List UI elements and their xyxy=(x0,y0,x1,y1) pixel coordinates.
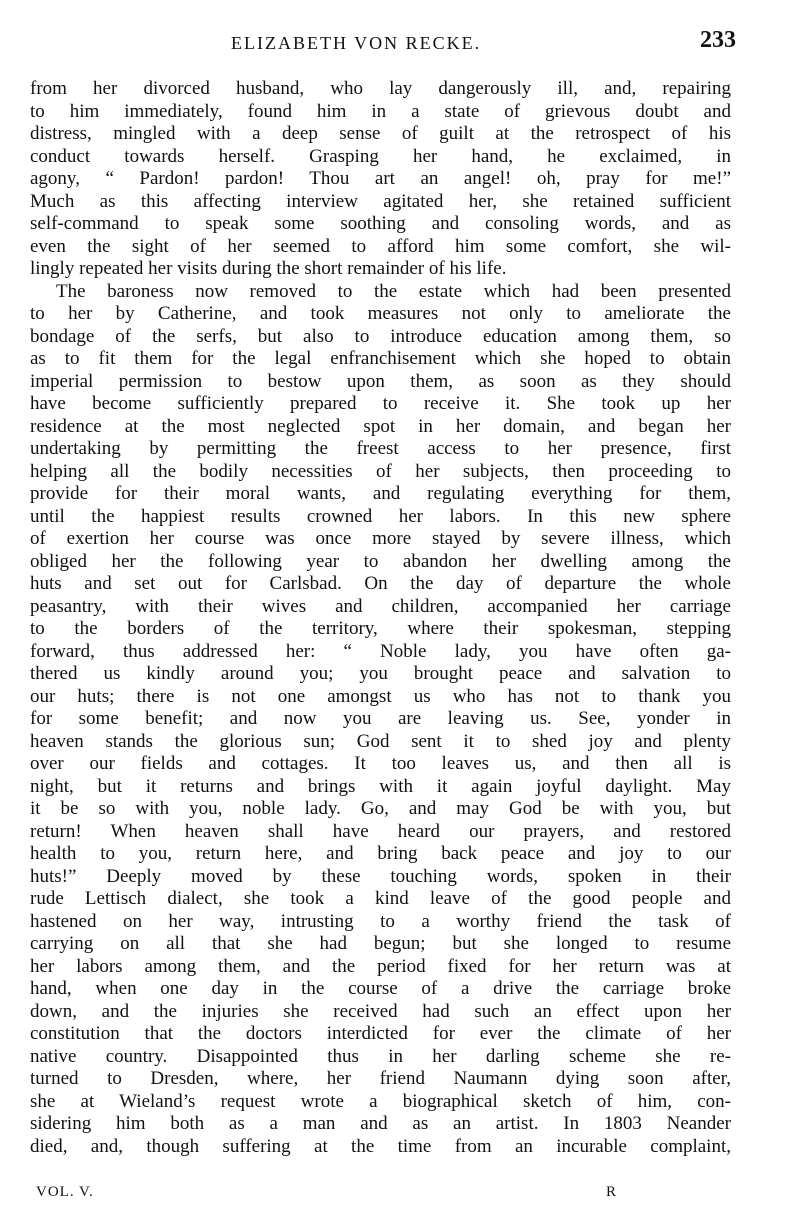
text-line: huts!” Deeply moved by these touching words, spoken in their xyxy=(30,865,731,887)
text-line: to her by Catherine, and took measures not only to ameliorate the xyxy=(30,303,731,324)
text-line: died, and, though suffering at the time from an incurable complaint, xyxy=(30,1135,731,1157)
text-line: hand, when one day in the course of a drive the carriage broke xyxy=(30,978,731,999)
text-line: conduct towards herself. Grasping her hand, he exclaimed, in xyxy=(30,145,731,167)
text-line: return! When heaven shall have heard our prayers, and restored xyxy=(30,820,731,842)
text-line: health to you, return here, and bring back peace and joy to our xyxy=(30,843,731,864)
signature-mark: R xyxy=(605,1184,616,1200)
text-line: hastened on her way, intrusting to a worthy friend the task of xyxy=(30,910,731,932)
text-line: turned to Dresden, where, her friend Naumann dying soon after, xyxy=(30,1068,731,1089)
text-line: peasantry, with their wives and children, accompanied her carriage xyxy=(30,595,731,617)
text-line: imperial permission to bestow upon them, as soon as they should xyxy=(30,370,731,392)
paragraph-start-line: The baroness now removed to the estate which had been presented xyxy=(56,280,731,302)
text-line: from her divorced husband, who lay dangerously ill, and, repairing xyxy=(30,78,731,99)
text-line: to him immediately, found him in a state of grievous doubt and xyxy=(30,100,731,122)
body-text xyxy=(30,78,731,1158)
text-line: huts and set out for Carlsbad. On the day of departure the whole xyxy=(30,573,731,594)
text-line: forward, thus addressed her: “ Noble lady, you have often ga- xyxy=(30,640,731,662)
text-line: she at Wieland’s request wrote a biographical sketch of him, con- xyxy=(30,1090,731,1112)
text-line: thered us kindly around you; you brought peace and salvation to xyxy=(30,663,731,684)
text-line: Much as this affecting interview agitated her, she retained sufficient xyxy=(30,190,731,212)
page-number: 233 xyxy=(700,27,736,53)
text-line: obliged her the following year to abandon her dwelling among the xyxy=(30,550,731,572)
text-line: to the borders of the territory, where their spokesman, stepping xyxy=(30,618,731,639)
text-line: residence at the most neglected spot in her domain, and began her xyxy=(30,415,731,437)
text-line: night, but it returns and brings with it again joyful daylight. May xyxy=(30,775,731,797)
text-line: down, and the injuries she received had such an effect upon her xyxy=(30,1000,731,1022)
text-line: of exertion her course was once more stayed by severe illness, which xyxy=(30,528,731,549)
volume-label: VOL. V. xyxy=(36,1184,94,1200)
text-line: helping all the bodily necessities of her subjects, then proceeding to xyxy=(30,460,731,482)
text-line: even the sight of her seemed to afford him some comfort, she wil- xyxy=(30,235,731,257)
text-line: lingly repeated her visits during the short remainder of his life. xyxy=(30,258,507,279)
text-line: self-command to speak some soothing and consoling words, and as xyxy=(30,213,731,234)
text-line: sidering him both as a man and as an artist. In 1803 Neander xyxy=(30,1113,731,1134)
text-line: carrying on all that she had begun; but she longed to resume xyxy=(30,933,731,954)
page-footer xyxy=(36,1184,616,1208)
text-line: her labors among them, and the period fixed for her return was at xyxy=(30,955,731,977)
running-head xyxy=(26,27,736,61)
text-line: heaven stands the glorious sun; God sent it to shed joy and plenty xyxy=(30,730,731,752)
text-line: constitution that the doctors interdicted for ever the climate of her xyxy=(30,1023,731,1044)
text-line: bondage of the serfs, but also to introduce education among them, so xyxy=(30,325,731,347)
text-line: as to fit them for the legal enfranchisement which she hoped to obtain xyxy=(30,348,731,369)
text-line: native country. Disappointed thus in her darling scheme she re- xyxy=(30,1045,731,1067)
text-line: undertaking by permitting the freest access to her presence, first xyxy=(30,438,731,459)
text-line: agony, “ Pardon! pardon! Thou art an angel! oh, pray for me!” xyxy=(30,168,731,189)
text-line: over our fields and cottages. It too leaves us, and then all is xyxy=(30,753,731,774)
text-line: it be so with you, noble lady. Go, and may God be with you, but xyxy=(30,798,731,819)
text-line: provide for their moral wants, and regulating everything for them, xyxy=(30,483,731,504)
text-line: distress, mingled with a deep sense of guilt at the retrospect of his xyxy=(30,123,731,144)
running-title: ELIZABETH VON RECKE. xyxy=(231,33,482,53)
text-line: rude Lettisch dialect, she took a kind leave of the good people and xyxy=(30,888,731,909)
text-line: our huts; there is not one amongst us who has not to thank you xyxy=(30,685,731,707)
text-line: have become sufficiently prepared to receive it. She took up her xyxy=(30,393,731,414)
text-line: until the happiest results crowned her labors. In this new sphere xyxy=(30,505,731,527)
text-line: for some benefit; and now you are leaving us. See, yonder in xyxy=(30,708,731,729)
